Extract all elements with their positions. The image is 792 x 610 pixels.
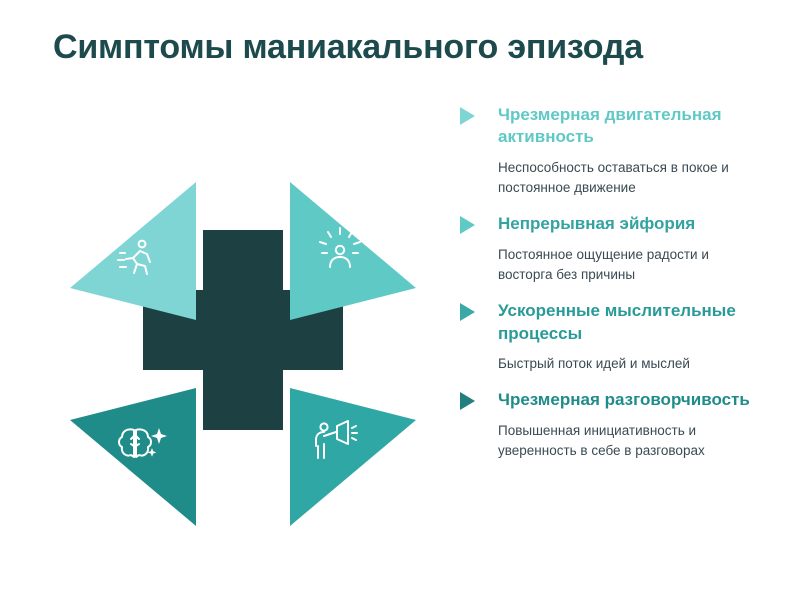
list-item-description: Неспособность оставаться в покое и постоянное движение [498,159,729,196]
segment-top-left [70,182,196,320]
triangle-bullet-icon [460,216,475,234]
segment-bottom-right [290,388,416,526]
page-title: Симптомы маниакального эпизода [53,28,643,66]
list-item-heading: Ускоренные мыслительные процессы [498,301,736,343]
list-item-description: Постоянное ощущение радости и восторга без причины [498,246,709,283]
list-item-heading: Чрезмерная разговорчивость [498,390,750,410]
list-item [460,104,760,198]
segment-top-right [290,182,416,320]
list-item-description: Быстрый поток идей и мыслей [498,356,690,372]
symptoms-list [460,104,760,476]
list-item-description: Повышенная инициативность и уверенность в себе в разговорах [498,422,705,459]
list-item [460,389,760,461]
triangle-bullet-icon [460,107,475,125]
list-item [460,213,760,285]
triangle-bullet-icon [460,392,475,410]
segment-bottom-left [70,388,196,526]
cross-diagram [48,160,438,560]
list-item-heading: Чрезмерная двигательная активность [498,105,722,147]
triangle-bullet-icon [460,303,475,321]
list-item-heading: Непрерывная эйфория [498,214,696,234]
list-item [460,300,760,374]
